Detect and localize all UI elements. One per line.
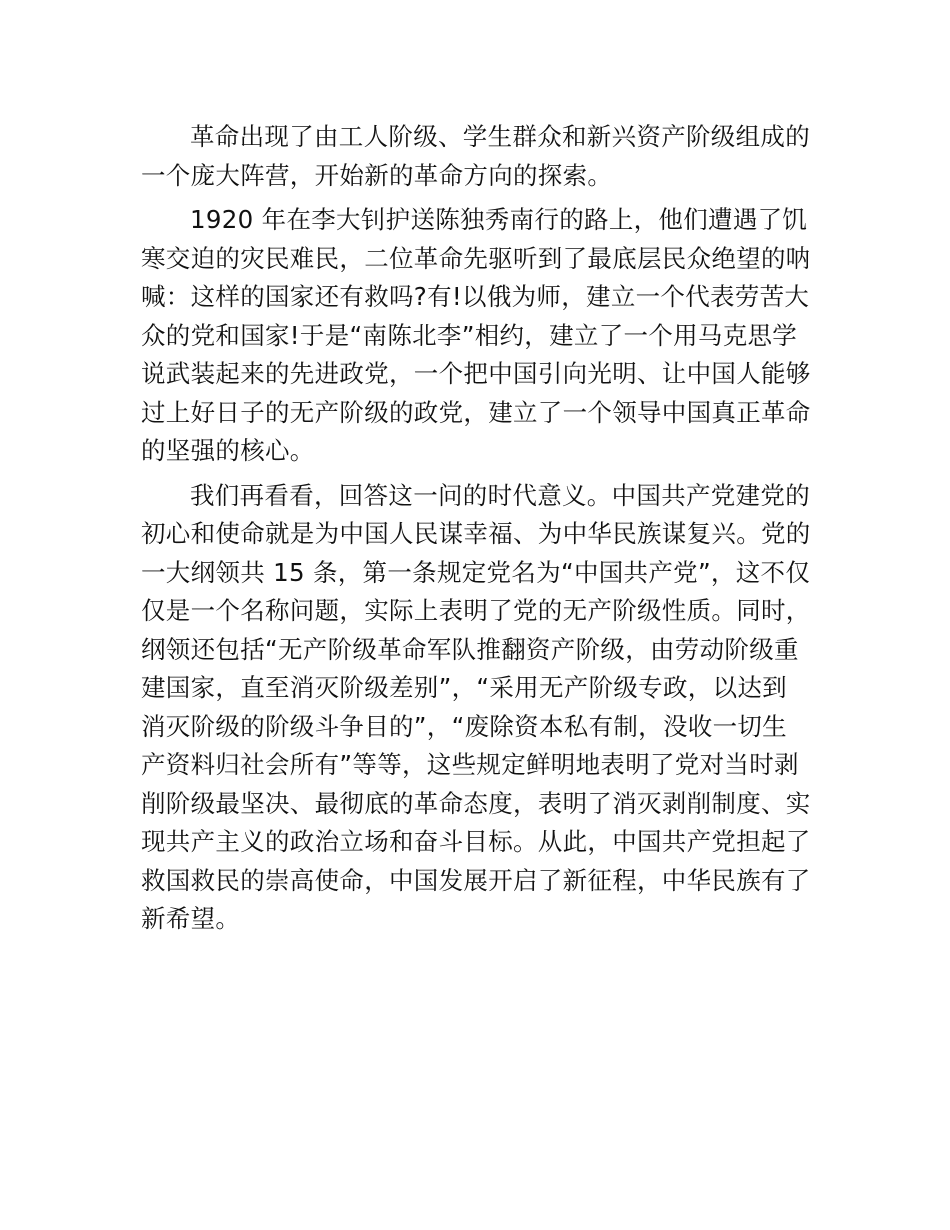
paragraph-line: 1920 年在李大钊护送陈独秀南行的路上，他们遭遇了饥 — [190, 205, 808, 234]
paragraph-line: 一个庞大阵营，开始新的革命方向的探索。 — [141, 160, 613, 190]
paragraph-line: 说武装起来的先进政党，一个把中国引向光明、让中国人能够 — [141, 359, 811, 388]
paragraph-line: 革命出现了由工人阶级、学生群众和新兴资产阶级组成的 — [190, 122, 810, 151]
paragraph-line: 仅是一个名称问题，实际上表明了党的无产阶级性质。同时， — [141, 596, 811, 625]
paragraph-line: 我们再看看，回答这一问的时代意义。中国共产党建党的 — [190, 480, 810, 510]
paragraph-line: 纲领还包括“无产阶级革命军队推翻资产阶级，由劳动阶级重 — [141, 634, 799, 664]
paragraph-line: 寒交迫的灾民难民，二位革命先驱听到了最底层民众绝望的呐 — [141, 243, 811, 273]
paragraph-line: 新希望。 — [141, 904, 241, 933]
paragraph-line: 现共产主义的政治立场和奋斗目标。从此，中国共产党担起了 — [141, 827, 811, 856]
paragraph-line: 削阶级最坚决、最彻底的革命态度，表明了消灭剥削制度、实 — [141, 788, 811, 818]
paragraph-1 — [141, 118, 811, 195]
paragraph-line: 建国家，直至消灭阶级差别”，“采用无产阶级专政，以达到 — [141, 673, 787, 702]
document-body — [141, 118, 811, 945]
paragraph-line: 喊：这样的国家还有救吗?有!以俄为师，建立一个代表劳苦大 — [141, 282, 810, 311]
paragraph-line: 一大纲领共 15 条，第一条规定党名为“中国共产党”，这不仅 — [141, 557, 811, 587]
paragraph-line: 过上好日子的无产阶级的政党，建立了一个领导中国真正革命 — [141, 397, 811, 427]
paragraph-line: 初心和使命就是为中国人民谋幸福、为中华民族谋复兴。党的 — [141, 519, 811, 548]
paragraph-line: 的坚强的核心。 — [141, 436, 315, 465]
paragraph-line: 消灭阶级的阶级斗争目的”，“废除资本私有制，没收一切生 — [141, 711, 787, 741]
paragraph-line: 众的党和国家!于是“南陈北李”相约，建立了一个用马克思学 — [141, 320, 798, 350]
paragraph-3 — [141, 477, 811, 939]
paragraph-line: 救国救民的崇高使命，中国发展开启了新征程，中华民族有了 — [141, 865, 811, 895]
paragraph-line: 产资料归社会所有”等等，这些规定鲜明地表明了党对当时剥 — [141, 750, 799, 779]
paragraph-2 — [141, 201, 811, 471]
